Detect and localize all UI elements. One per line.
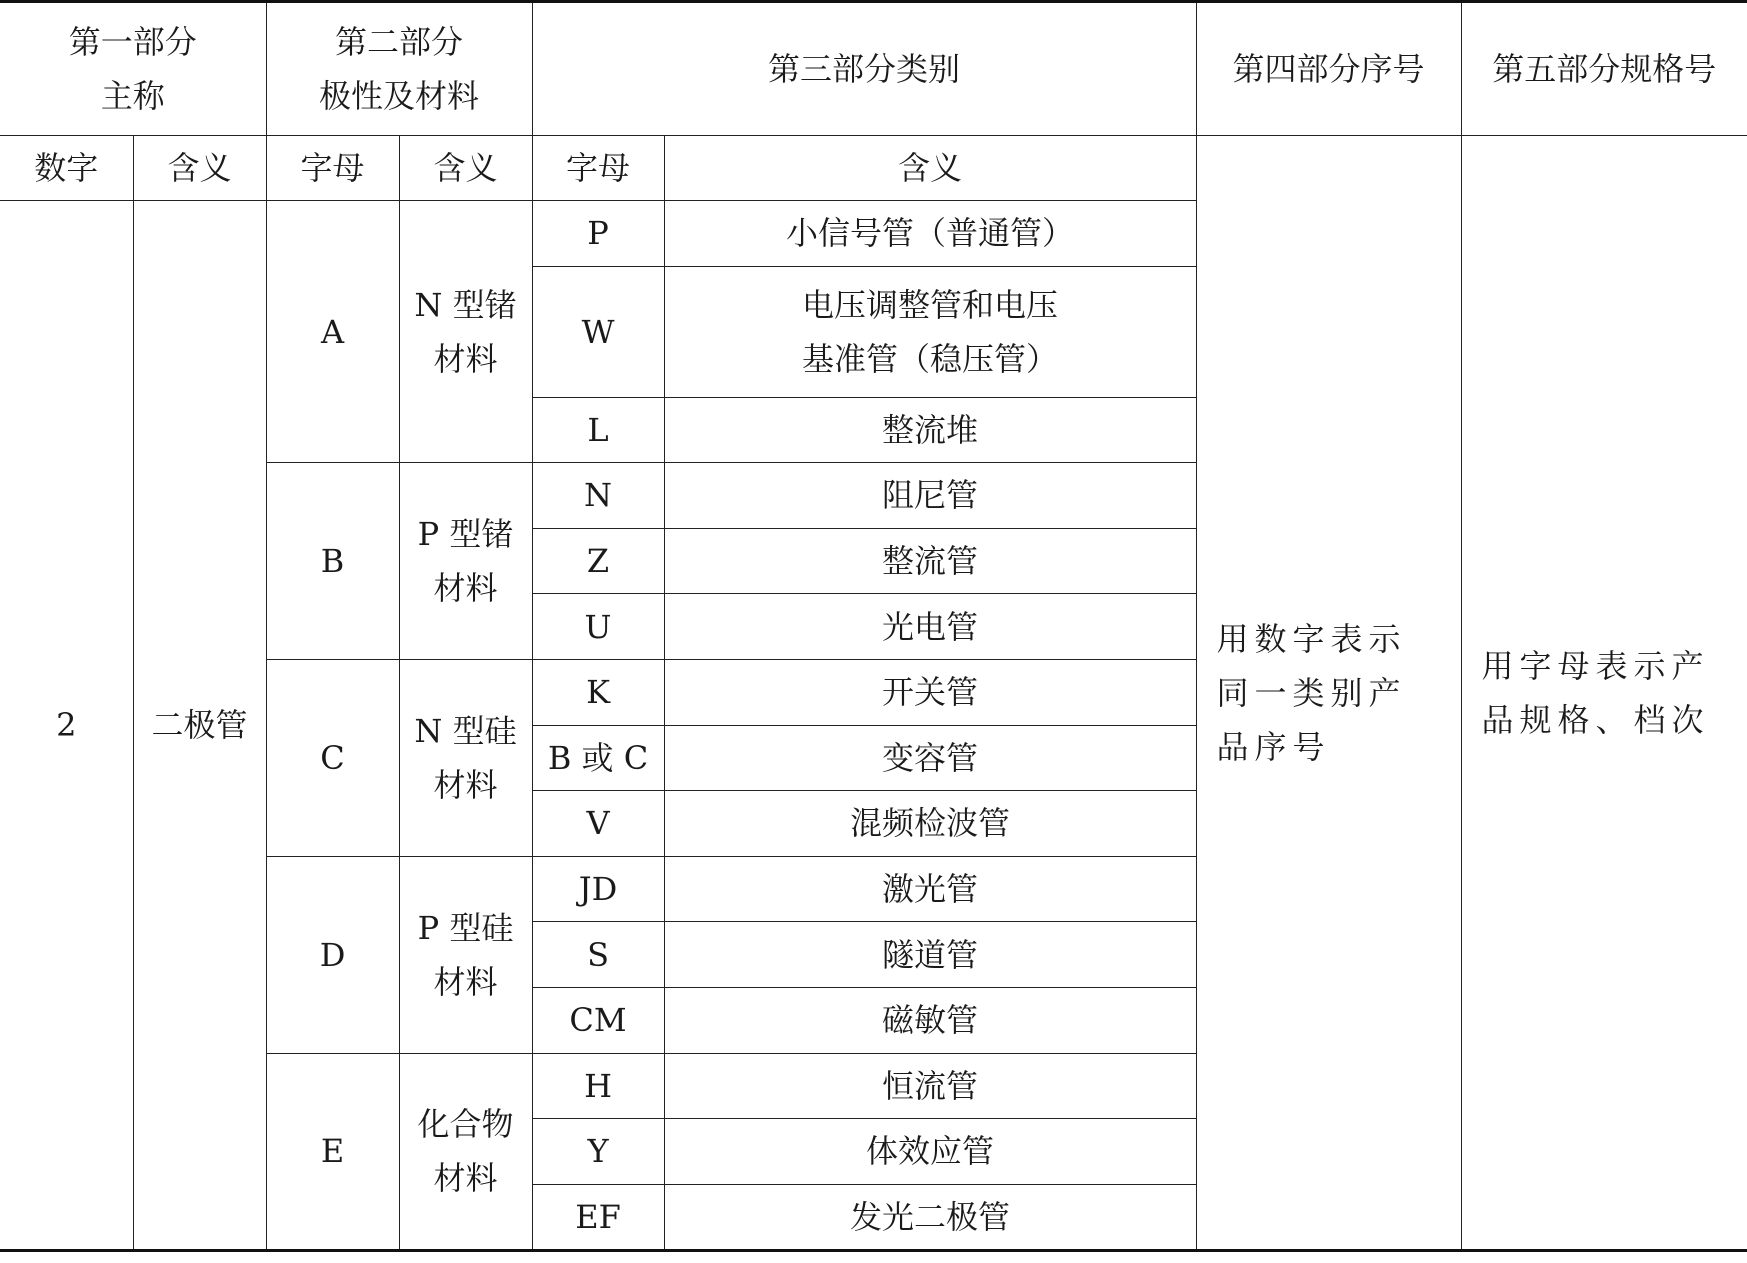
part2-letter-e: E (266, 1053, 399, 1251)
header-part3: 第三部分类别 (532, 2, 1196, 136)
part2-meaning-d (399, 856, 532, 1053)
part5-description: 用字母表示产品规格、档次 (1461, 136, 1747, 1251)
part1-number: 2 (0, 201, 133, 1251)
part2-meaning-d-line1: P 型硅 (417, 908, 514, 947)
subheader-p1-meaning: 含义 (133, 136, 266, 201)
part3-meaning: 激光管 (664, 856, 1196, 922)
part3-letter: U (532, 594, 664, 660)
part2-meaning-d-line2: 材料 (433, 962, 498, 1001)
header-part1-line2: 主称 (100, 77, 165, 115)
subheader-row (0, 136, 1747, 201)
part2-letter-a: A (266, 201, 399, 463)
part3-meaning: 光电管 (664, 594, 1196, 660)
part3-meaning: 恒流管 (664, 1053, 1196, 1119)
part3-meaning: 整流堆 (664, 397, 1196, 463)
header-row (0, 2, 1747, 136)
part2-meaning-b-line2: 材料 (433, 569, 498, 608)
subheader-p3-meaning: 含义 (664, 136, 1196, 201)
part2-meaning-e-line1: 化合物 (417, 1105, 514, 1144)
part3-meaning (664, 266, 1196, 397)
part2-meaning-b (399, 463, 532, 660)
part3-letter: N (532, 463, 664, 529)
part2-meaning-b-line1: P 型锗 (417, 515, 514, 554)
header-part4: 第四部分序号 (1196, 2, 1461, 136)
part3-letter: W (532, 266, 664, 397)
subheader-p3-letter: 字母 (532, 136, 664, 201)
part2-meaning-c-line1: N 型硅 (414, 711, 517, 750)
part3-meaning: 整流管 (664, 528, 1196, 594)
header-part5: 第五部分规格号 (1461, 2, 1747, 136)
part3-letter: B 或 C (532, 725, 664, 791)
part2-meaning-c-line2: 材料 (433, 765, 498, 804)
part3-letter: JD (532, 856, 664, 922)
part2-meaning-e (399, 1053, 532, 1251)
part3-meaning: 开关管 (664, 659, 1196, 725)
part3-meaning: 磁敏管 (664, 987, 1196, 1053)
part2-meaning-e-line2: 材料 (433, 1159, 498, 1198)
part3-meaning: 发光二极管 (664, 1184, 1196, 1251)
part3-letter: H (532, 1053, 664, 1119)
part3-meaning: 隧道管 (664, 922, 1196, 988)
part2-meaning-a-line2: 材料 (433, 339, 498, 378)
part2-meaning-a (399, 201, 532, 463)
part3-letter: CM (532, 987, 664, 1053)
part3-meaning-line1: 电压调整管和电压 (802, 285, 1059, 324)
part2-meaning-c (399, 659, 532, 856)
subheader-p2-letter: 字母 (266, 136, 399, 201)
part3-meaning-line2: 基准管（稳压管） (802, 339, 1059, 378)
part3-letter: K (532, 659, 664, 725)
header-part2 (266, 2, 532, 136)
part2-letter-b: B (266, 463, 399, 660)
header-part2-line1: 第二部分 (335, 23, 464, 61)
part3-letter: S (532, 922, 664, 988)
subheader-p2-meaning: 含义 (399, 136, 532, 201)
header-part1 (0, 2, 266, 136)
part3-meaning: 小信号管（普通管） (664, 201, 1196, 267)
part3-meaning: 变容管 (664, 725, 1196, 791)
part3-letter: L (532, 397, 664, 463)
part3-meaning: 体效应管 (664, 1119, 1196, 1185)
header-part2-line2: 极性及材料 (319, 77, 480, 115)
part1-meaning: 二极管 (133, 201, 266, 1251)
part2-letter-c: C (266, 659, 399, 856)
part2-meaning-a-line1: N 型锗 (414, 285, 517, 324)
subheader-p1-number: 数字 (0, 136, 133, 201)
part2-letter-d: D (266, 856, 399, 1053)
part3-meaning: 混频检波管 (664, 791, 1196, 857)
header-part1-line1: 第一部分 (68, 23, 197, 61)
part3-letter: V (532, 791, 664, 857)
part3-letter: EF (532, 1184, 664, 1251)
part3-meaning: 阻尼管 (664, 463, 1196, 529)
part3-letter: Z (532, 528, 664, 594)
part3-letter: P (532, 201, 664, 267)
part3-letter: Y (532, 1119, 664, 1185)
part4-description: 用数字表示同一类别产品序号 (1196, 136, 1461, 1251)
